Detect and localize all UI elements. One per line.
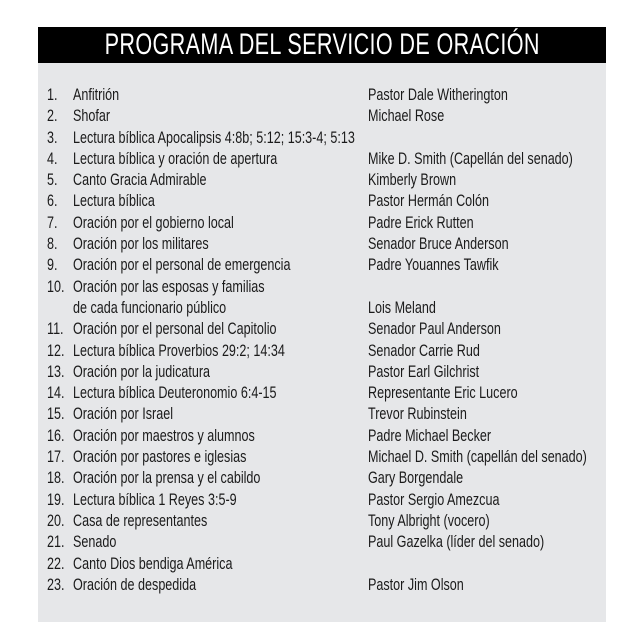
item-number: 3.	[47, 127, 58, 147]
item-person: Pastor Hermán Colón	[368, 191, 489, 211]
item-person: Senador Carrie Rud	[368, 340, 480, 360]
item-number: 14.	[47, 383, 65, 403]
item-number: 9.	[47, 255, 58, 275]
item-number: 20.	[47, 510, 65, 530]
program-item	[0, 276, 640, 297]
item-description: Senado	[73, 532, 117, 552]
program-title: PROGRAMA DEL SERVICIO DE ORACIÓN	[104, 28, 540, 61]
program-item	[0, 382, 640, 403]
item-person: Padre Youannes Tawfik	[368, 255, 499, 275]
program-item	[0, 425, 640, 446]
item-person: Pastor Jim Olson	[368, 574, 464, 594]
item-number: 6.	[47, 191, 58, 211]
item-description-continued: de cada funcionario público	[73, 297, 227, 317]
program-item	[0, 233, 640, 254]
item-description: Oración por pastores e iglesias	[73, 447, 247, 467]
item-person: Pastor Earl Gilchrist	[368, 361, 480, 381]
item-description: Oración por las esposas y familias	[73, 276, 265, 296]
program-item	[0, 361, 640, 382]
item-number: 21.	[47, 532, 65, 552]
item-number: 17.	[47, 447, 65, 467]
item-person: Kimberly Brown	[368, 170, 457, 190]
item-description: Canto Gracia Admirable	[73, 170, 207, 190]
item-description: Lectura bíblica	[73, 191, 155, 211]
item-description: Lectura bíblica y oración de apertura	[73, 148, 278, 168]
program-item	[0, 105, 640, 126]
item-description: Oración por la prensa y el cabildo	[73, 468, 261, 488]
program-item	[0, 84, 640, 105]
program-item	[0, 127, 640, 148]
item-description: Oración por el gobierno local	[73, 212, 234, 232]
item-number: 10.	[47, 276, 65, 296]
program-item	[0, 531, 640, 552]
program-item-continuation	[0, 297, 640, 318]
program-item	[0, 574, 640, 595]
item-person: Pastor Sergio Amezcua	[368, 489, 500, 509]
item-number: 16.	[47, 425, 65, 445]
item-number: 8.	[47, 234, 58, 254]
item-number: 22.	[47, 553, 65, 573]
item-description: Lectura bíblica Proverbios 29:2; 14:34	[73, 340, 285, 360]
program-item	[0, 403, 640, 424]
item-number: 13.	[47, 361, 65, 381]
program-item	[0, 190, 640, 211]
item-description: Oración por el personal del Capitolio	[73, 319, 277, 339]
item-description: Oración por el personal de emergencia	[73, 255, 291, 275]
item-number: 5.	[47, 170, 58, 190]
item-person: Padre Michael Becker	[368, 425, 492, 445]
program-item	[0, 553, 640, 574]
program-item	[0, 212, 640, 233]
item-description: Anfitrión	[73, 85, 120, 104]
item-description: Oración por Israel	[73, 404, 173, 424]
program-item	[0, 254, 640, 275]
item-description: Oración por maestros y alumnos	[73, 425, 255, 445]
program-item	[0, 148, 640, 169]
item-number: 1.	[47, 85, 58, 104]
item-number: 7.	[47, 212, 58, 232]
item-person: Senador Bruce Anderson	[368, 234, 509, 254]
item-person: Paul Gazelka (líder del senado)	[368, 532, 545, 552]
program-item	[0, 340, 640, 361]
item-person: Gary Borgendale	[368, 468, 464, 488]
item-description: Casa de representantes	[73, 510, 208, 530]
item-person: Michael D. Smith (capellán del senado)	[368, 447, 587, 467]
item-number: 2.	[47, 106, 58, 126]
item-description: Oración por los militares	[73, 234, 209, 254]
item-person: Tony Albright (vocero)	[368, 510, 490, 530]
item-description: Shofar	[73, 106, 111, 126]
item-number: 23.	[47, 574, 65, 594]
item-number: 18.	[47, 468, 65, 488]
item-number: 19.	[47, 489, 65, 509]
item-description: Lectura bíblica 1 Reyes 3:5-9	[73, 489, 237, 509]
item-number: 11.	[47, 319, 64, 339]
item-number: 12.	[47, 340, 65, 360]
item-description: Lectura bíblica Apocalipsis 4:8b; 5:12; 15:3-4; 5:13	[73, 127, 355, 147]
program-header	[38, 27, 606, 63]
item-person: Michael Rose	[368, 106, 445, 126]
program-item	[0, 446, 640, 467]
program-item	[0, 318, 640, 339]
item-description: Lectura bíblica Deuteronomio 6:4-15	[73, 383, 277, 403]
item-description: Oración por la judicatura	[73, 361, 211, 381]
item-number: 4.	[47, 148, 58, 168]
item-person: Representante Eric Lucero	[368, 383, 518, 403]
item-person: Mike D. Smith (Capellán del senado)	[368, 148, 573, 168]
item-person: Senador Paul Anderson	[368, 319, 501, 339]
program-item	[0, 510, 640, 531]
program-item	[0, 467, 640, 488]
item-person: Lois Meland	[368, 297, 436, 317]
program-list	[0, 84, 640, 595]
item-description: Canto Dios bendiga América	[73, 553, 233, 573]
item-person: Pastor Dale Witherington	[368, 85, 508, 104]
program-item	[0, 169, 640, 190]
item-person: Padre Erick Rutten	[368, 212, 474, 232]
program-item	[0, 489, 640, 510]
item-number: 15.	[47, 404, 65, 424]
item-person: Trevor Rubinstein	[368, 404, 467, 424]
item-description: Oración de despedida	[73, 574, 197, 594]
